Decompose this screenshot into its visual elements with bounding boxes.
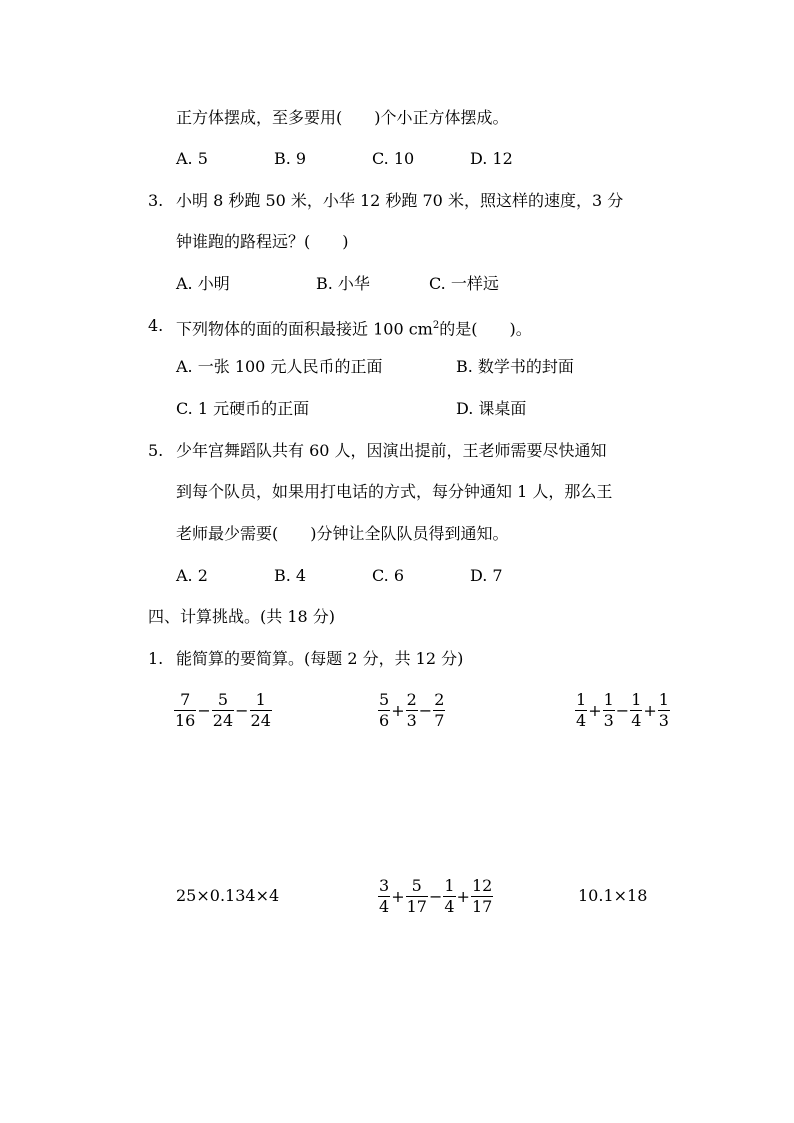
q5-line2: 到每个队员，如果用打电话的方式，每分钟通知 1 人，那么王 <box>176 482 613 501</box>
q3-option-b: B. 小华 <box>316 274 370 293</box>
q3-line1: 小明 8 秒跑 50 米，小华 12 秒跑 70 米，照这样的速度，3 分 <box>176 191 624 210</box>
q4-stem-post: 的是( )。 <box>439 319 532 339</box>
fraction: $\frac{1}{4}$ <box>576 689 587 730</box>
q4-option-a: A. 一张 100 元人民币的正面 <box>176 357 383 376</box>
q5-option-c: C. 6 <box>372 566 405 585</box>
fraction: $\frac{5}{6}$ <box>379 689 390 730</box>
fraction: $\frac{5}{17}$ <box>406 875 427 916</box>
q5-line3: 老师最少需要( )分钟让全队队员得到通知。 <box>176 524 509 543</box>
expression-5 <box>378 872 493 920</box>
fraction: $\frac{1}{4}$ <box>631 689 642 730</box>
q5-option-a: A. 2 <box>176 566 208 585</box>
fraction: $\frac{1}{3}$ <box>603 689 614 730</box>
operator: − <box>418 700 433 720</box>
q4-unit-superscript: 2 <box>432 320 440 331</box>
expression-6: 10.1×18 <box>578 886 648 905</box>
operator: − <box>197 700 211 720</box>
fraction: $\frac{7}{16}$ <box>175 689 196 730</box>
operator: + <box>456 886 470 906</box>
q3-number: 3. <box>148 191 164 210</box>
fraction: $\frac{1}{3}$ <box>658 689 669 730</box>
fraction: $\frac{1}{4}$ <box>444 875 455 916</box>
fraction: $\frac{1}{24}$ <box>250 689 271 730</box>
q2-option-a: A. 5 <box>176 149 208 168</box>
q3-line2: 钟谁跑的路程远？( ) <box>176 232 349 251</box>
fraction: $\frac{2}{7}$ <box>434 689 445 730</box>
fraction: $\frac{5}{24}$ <box>212 689 234 730</box>
q4-option-c: C. 1 元硬币的正面 <box>176 399 310 418</box>
expression-2 <box>378 686 445 734</box>
operator: + <box>391 700 405 720</box>
q2-option-b: B. 9 <box>274 149 307 168</box>
q3-option-c: C. 一样远 <box>429 274 499 293</box>
q4-stem <box>176 316 532 339</box>
calc1-title: 能简算的要简算。(每题 2 分，共 12 分) <box>176 649 464 668</box>
calc1-number: 1. <box>148 649 164 668</box>
expression-1 <box>174 686 272 734</box>
q3-option-a: A. 小明 <box>176 274 230 293</box>
fraction: $\frac{12}{17}$ <box>471 875 493 916</box>
fraction: $\frac{2}{3}$ <box>406 689 417 730</box>
q4-option-b: B. 数学书的封面 <box>456 357 574 376</box>
section4-title: 四、计算挑战。(共 18 分) <box>148 607 336 626</box>
operator: + <box>643 700 657 720</box>
operator: − <box>428 886 443 906</box>
operator: + <box>391 886 405 906</box>
expression-3 <box>575 686 670 734</box>
operator: + <box>588 700 602 720</box>
q5-line1: 少年宫舞蹈队共有 60 人，因演出提前，王老师需要尽快通知 <box>176 441 607 460</box>
expression-4: 25×0.134×4 <box>176 886 280 905</box>
q2-continuation: 正方体摆成，至多要用( )个小正方体摆成。 <box>176 108 509 127</box>
q5-option-d: D. 7 <box>470 566 503 585</box>
q4-number: 4. <box>148 316 164 335</box>
operator: − <box>235 700 249 720</box>
q4-stem-pre: 下列物体的面的面积最接近 100 cm <box>176 319 433 339</box>
q4-option-d: D. 课桌面 <box>456 399 527 418</box>
q5-option-b: B. 4 <box>274 566 307 585</box>
q2-option-c: C. 10 <box>372 149 415 168</box>
q5-number: 5. <box>148 441 164 460</box>
q2-option-d: D. 12 <box>470 149 513 168</box>
operator: − <box>615 700 630 720</box>
fraction: $\frac{3}{4}$ <box>379 875 390 916</box>
